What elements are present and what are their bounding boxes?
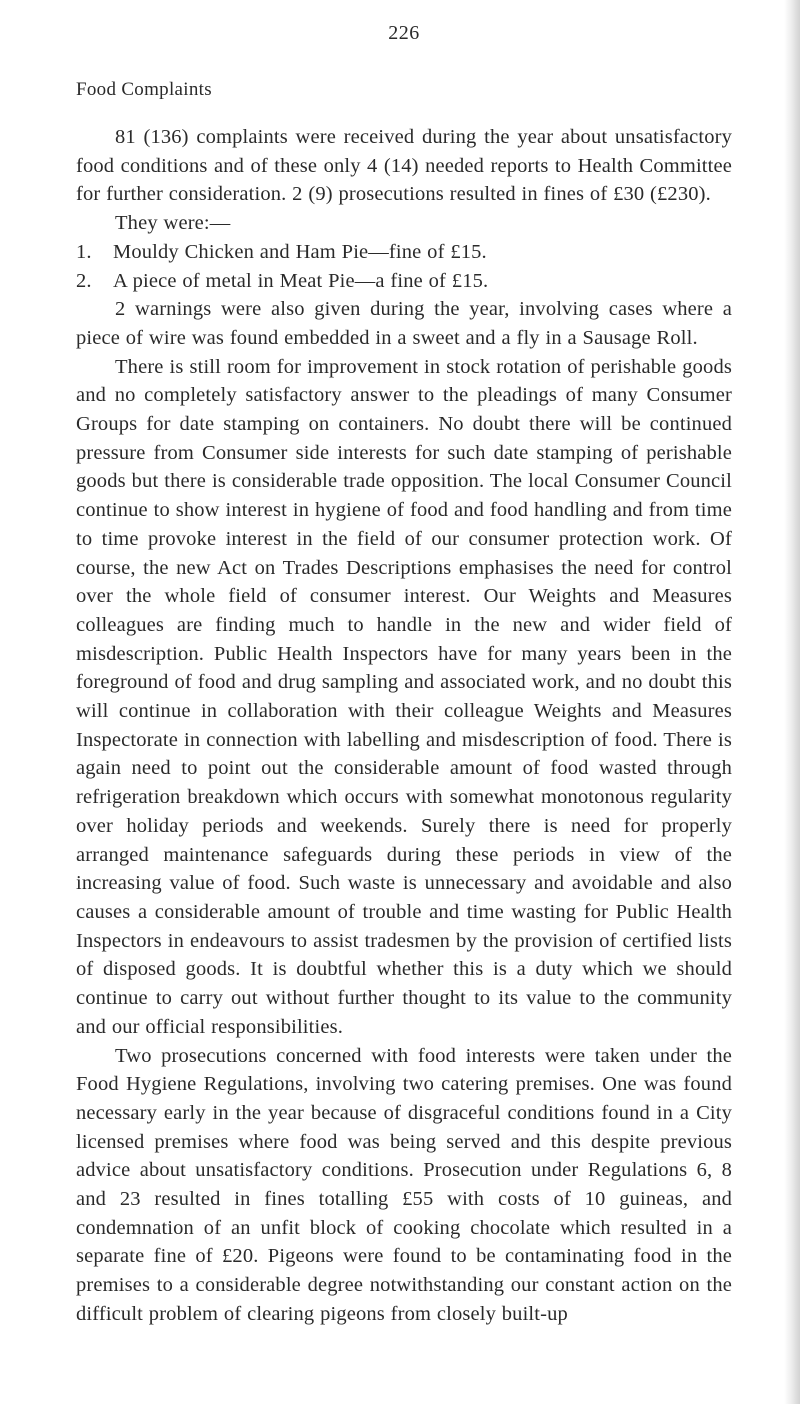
page-number: 226 <box>388 22 420 44</box>
paragraph-warnings: 2 warnings were also given during the year, involving cases where a piece of wire was found embedded in a sweet and a fly in a Sausage Roll. <box>76 298 732 349</box>
paragraph-stock-rotation: There is still room for improvement in stock rotation of perishable goods and no completely satisfactory answer to the pleadings of many Consumer Groups for date stamping on containers. No doubt there will be continued pressure from Consumer side interests for such date stamping of perishable goods but there is considerable trade opposition. The local Consumer Council continue to show interest in hygiene of food and food handling and from time to time provoke interest in the field of our consumer protection work. Of course, the new Act on Trades Descriptions emphasises the need for control over the whole field of consumer interest. Our Weights and Measures colleagues are finding much to handle in the new and wider field of misdescription. Public Health Inspectors have for many years been in the foreground of food and drug sampling and associated work, and no doubt this will continue in collaboration with their colleague Weights and Measures Inspectorate in connection with labelling and misdescription of food. There is again need to point out the considerable amount of food wasted through refrigeration breakdown which occurs with somewhat monotonous regularity over holiday periods and weekends. Surely there is need for properly arranged maintenance safeguards during these periods in view of the increasing value of food. Such waste is unnecessary and avoidable and also causes a considerable amount of trouble and time wasting for Public Health Inspectors in endeavours to assist tradesmen by the provision of certified lists of disposed goods. It is doubtful whether this is a duty which we should continue to carry out without further thought to its value to the community and our official responsibilities. <box>76 355 732 1038</box>
section-heading: Food Complaints <box>76 79 212 100</box>
list-item-text: A piece of metal in Meat Pie—a fine of £15. <box>113 269 489 292</box>
list-item <box>76 267 732 296</box>
list-item-text: Mouldy Chicken and Ham Pie—fine of £15. <box>113 240 487 263</box>
list-item-number: 2. <box>76 269 92 292</box>
paragraph-complaints-summary: 81 (136) complaints were received during the year about unsatisfactory food conditions and of these only 4 (14) needed reports to Health Committee for further consideration. 2 (9) prosecutions resulted in fines of £30 (£230). <box>76 126 732 206</box>
paragraph-list-intro: They were:— <box>115 212 231 235</box>
list-item-number: 1. <box>76 240 92 263</box>
page-edge-shadow <box>784 0 800 1404</box>
body-text <box>76 123 732 1329</box>
list-item <box>76 238 732 267</box>
paragraph-prosecutions: Two prosecutions concerned with food interests were taken under the Food Hygiene Regulations, involving two catering premises. One was found necessary early in the year because of disgraceful conditions found in a City licensed premises where food was being served and this despite previous advice about unsatisfactory conditions. Prosecution under Regulations 6, 8 and 23 resulted in fines totalling £55 with costs of 10 guineas, and condemnation of an unfit block of cooking chocolate which resulted in a separate fine of £20. Pigeons were found to be contaminating food in the premises to a considerable degree notwithstanding our constant action on the difficult problem of clearing pigeons from closely built-up <box>76 1044 732 1325</box>
